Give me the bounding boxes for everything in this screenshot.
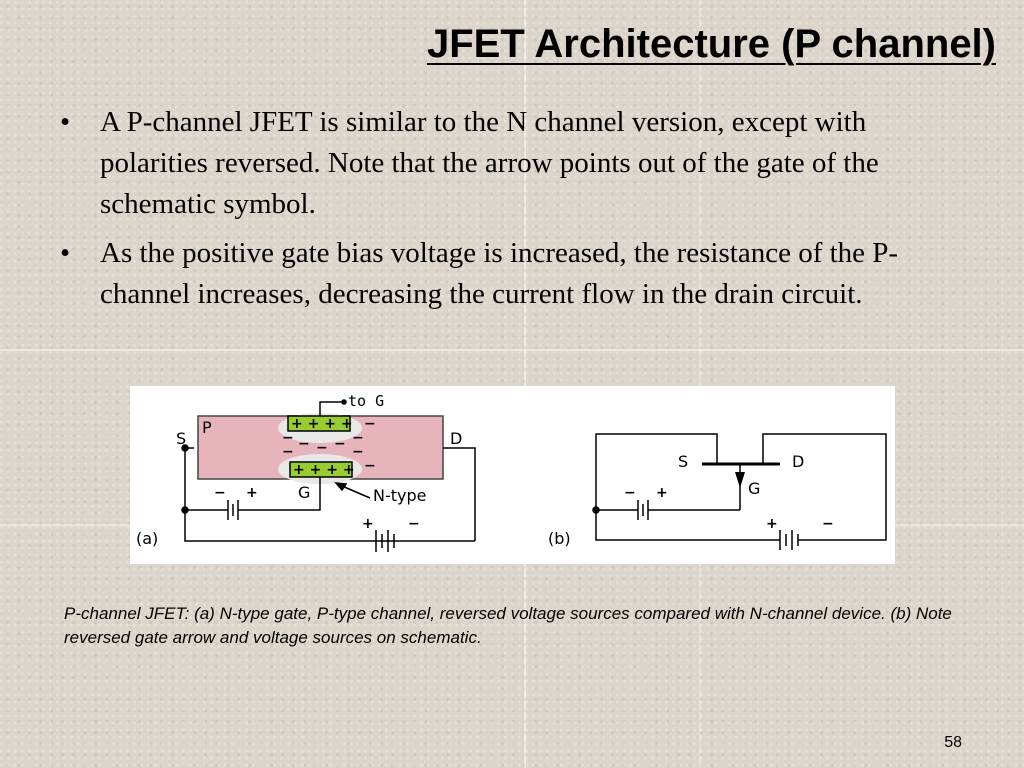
source-label-b: S	[678, 452, 689, 471]
depletion-charge: −	[352, 430, 364, 446]
drain-wire	[443, 448, 475, 541]
junction-dot	[593, 507, 599, 513]
jfet-figure	[130, 386, 895, 564]
drain-battery-minus: −	[408, 516, 420, 532]
bullet-item	[60, 233, 960, 315]
bullet-item	[60, 102, 960, 225]
jfet-diagram	[130, 386, 895, 564]
schematic-drain-battery-minus: −	[822, 516, 834, 532]
bullet-list	[60, 102, 960, 323]
bullet-text: As the positive gate bias voltage is increased, the resistance of the P-channel increases, decreasing the current flow in the drain circuit.	[100, 237, 899, 310]
n-type-pointer	[342, 486, 370, 498]
gate-battery-plus: +	[246, 485, 258, 501]
schematic-drain-battery-plus: +	[766, 516, 778, 532]
panel-b	[593, 434, 886, 550]
junction-dot	[342, 400, 346, 404]
depletion-charge: −	[282, 444, 294, 460]
schematic-gate-battery-plus: +	[656, 485, 668, 501]
depletion-charge: −	[364, 458, 376, 474]
bullet-marker: •	[60, 106, 71, 138]
gate-label-b: G	[748, 479, 761, 498]
n-type-arrowhead	[336, 483, 346, 490]
gate-arrow-icon	[735, 472, 745, 488]
gate-battery-minus: −	[214, 485, 226, 501]
page-number: 58	[944, 734, 962, 751]
channel-label: P	[202, 418, 212, 437]
depletion-charge: −	[298, 436, 310, 452]
bullet-text: A P-channel JFET is similar to the N channel version, except with polarities reversed. Note that the arrow points out of the gate of the schematic symbol.	[100, 106, 879, 220]
panel-b-label: (b)	[548, 529, 571, 548]
drain-label-a: D	[450, 429, 463, 448]
gate-type-label: N-type	[373, 486, 427, 505]
figure-caption: P-channel JFET: (a) N-type gate, P-type channel, reversed voltage sources compared with N-channel device. (b) Note reversed gate arrow and voltage sources on schematic.	[64, 604, 952, 647]
gate-charges-top: + + + +	[291, 416, 353, 432]
schematic-gate-battery-minus: −	[624, 485, 636, 501]
junction-dot	[182, 507, 188, 513]
gate-label-a: G	[298, 483, 311, 502]
depletion-charge: −	[334, 436, 346, 452]
depletion-charge: −	[282, 430, 294, 446]
gate-charges-bottom: + + + +	[293, 462, 355, 478]
drain-label-b: D	[792, 452, 805, 471]
depletion-charge: −	[352, 444, 364, 460]
source-label-a: S	[176, 429, 187, 448]
to-gate-label: to G	[348, 392, 385, 410]
panel-a-label: (a)	[136, 529, 159, 548]
depletion-charge: −	[316, 440, 328, 456]
depletion-charge: −	[364, 416, 376, 432]
bullet-marker: •	[60, 237, 71, 269]
slide-title: JFET Architecture (P channel)	[426, 22, 996, 66]
drain-battery-plus: +	[362, 516, 374, 532]
